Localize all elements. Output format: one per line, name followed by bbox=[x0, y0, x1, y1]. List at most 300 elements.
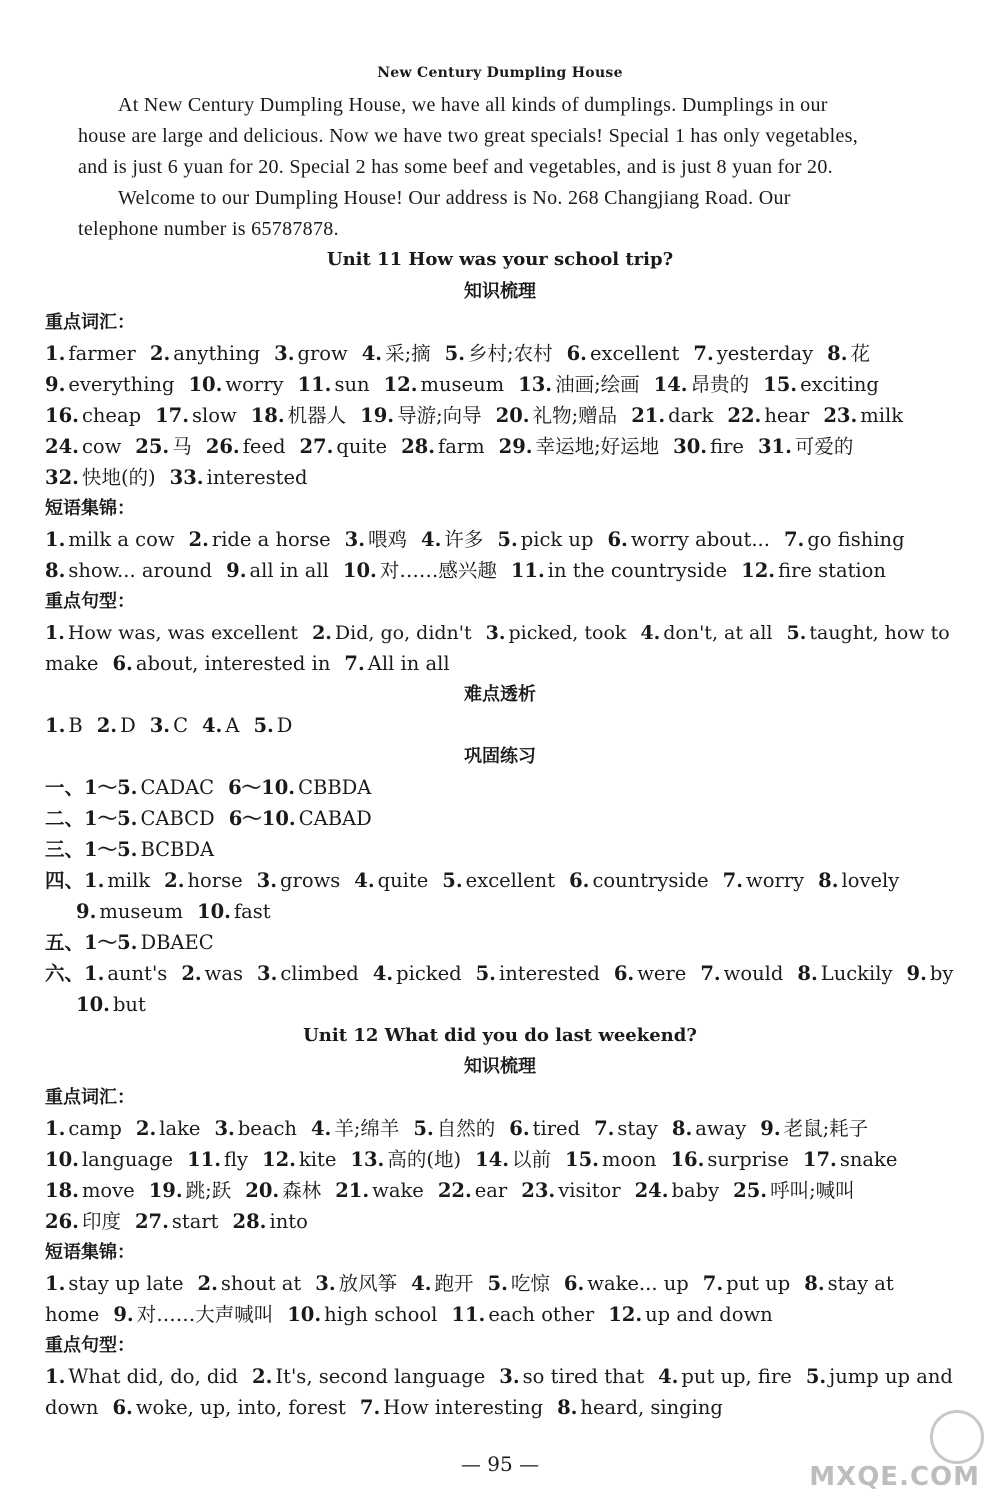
answer-text: 昂贵的 bbox=[690, 373, 750, 396]
answer-text: 马 bbox=[172, 435, 192, 458]
answer-text: farm bbox=[438, 435, 485, 458]
answer-item bbox=[198, 1272, 302, 1295]
answer-text: grow bbox=[297, 342, 348, 365]
answer-number: 17. bbox=[155, 404, 190, 427]
answer-number: 1. bbox=[45, 342, 66, 365]
answer-text: CABAD bbox=[298, 807, 372, 830]
answer-text: milk bbox=[860, 404, 904, 427]
answer-text: D bbox=[120, 714, 136, 737]
answer-item bbox=[298, 373, 370, 396]
answer-text: stay at bbox=[827, 1272, 894, 1295]
answer-number: 13. bbox=[350, 1148, 385, 1171]
answer-item bbox=[564, 1272, 689, 1295]
answer-item bbox=[45, 342, 136, 365]
answer-text: museum bbox=[99, 900, 184, 923]
answer-item bbox=[362, 342, 431, 365]
answer-number: 5. bbox=[475, 962, 496, 985]
answer-text: beach bbox=[237, 1117, 297, 1140]
answer-number: 1. bbox=[45, 1365, 66, 1388]
answer-text: yesterday bbox=[716, 342, 814, 365]
answer-number: 33. bbox=[169, 466, 204, 489]
answer-item bbox=[251, 404, 346, 427]
answer-number: 12. bbox=[608, 1303, 643, 1326]
unit11-practice-row bbox=[45, 807, 372, 831]
answer-item bbox=[45, 1303, 99, 1326]
answer-text: countryside bbox=[592, 869, 709, 892]
answer-number: 5. bbox=[786, 622, 807, 644]
answer-text: 放风筝 bbox=[338, 1272, 398, 1295]
answer-item bbox=[608, 1303, 773, 1326]
answer-number: 3. bbox=[214, 1117, 235, 1140]
answer-number: 1. bbox=[45, 622, 65, 644]
answer-item bbox=[149, 1179, 232, 1202]
answer-item bbox=[45, 714, 83, 737]
answer-number: 五、1～5. bbox=[45, 931, 138, 954]
answer-item bbox=[45, 528, 175, 551]
answer-text: lovely bbox=[841, 869, 900, 892]
unit11-vocab-row bbox=[45, 373, 879, 397]
answer-item bbox=[45, 1272, 184, 1295]
answer-text: slow bbox=[192, 404, 237, 427]
answer-item bbox=[113, 1303, 273, 1326]
unit11-title: Unit 11 How was your school trip? bbox=[326, 249, 674, 270]
answer-number: 2. bbox=[181, 962, 202, 985]
answer-number: 9. bbox=[906, 962, 927, 985]
answer-number: 4. bbox=[354, 869, 375, 892]
answer-item bbox=[569, 869, 709, 892]
answer-number: 11. bbox=[187, 1148, 221, 1171]
answer-item bbox=[511, 559, 727, 582]
answer-item bbox=[658, 1365, 792, 1388]
answer-number: 3. bbox=[485, 622, 506, 644]
answer-text: fly bbox=[224, 1148, 249, 1171]
answer-number: 4. bbox=[361, 342, 383, 365]
answer-item bbox=[257, 962, 359, 985]
answer-item bbox=[594, 1117, 658, 1140]
answer-item bbox=[187, 1148, 248, 1171]
answer-number: 16. bbox=[670, 1148, 705, 1171]
answer-item bbox=[727, 404, 809, 427]
answer-number: 25. bbox=[733, 1179, 768, 1202]
answer-item bbox=[45, 838, 214, 861]
answer-number: 4. bbox=[372, 962, 394, 985]
answer-number: 8. bbox=[797, 962, 818, 985]
answer-number: 22. bbox=[727, 404, 762, 427]
answer-text: 跳;跃 bbox=[185, 1179, 232, 1202]
answer-number: 4. bbox=[201, 714, 223, 737]
answer-text: tired bbox=[532, 1117, 581, 1140]
answer-number: 10. bbox=[197, 900, 231, 923]
answer-text: snake bbox=[839, 1148, 898, 1171]
unit11-pattern-row bbox=[45, 621, 950, 645]
answer-item bbox=[614, 962, 686, 985]
answer-text: All in all bbox=[367, 652, 450, 675]
answer-item bbox=[45, 962, 167, 985]
answer-item bbox=[112, 1396, 345, 1419]
answer-text: kite bbox=[298, 1148, 337, 1171]
unit11-practice-row bbox=[45, 931, 214, 955]
answer-number: 20. bbox=[495, 404, 530, 427]
answer-item bbox=[476, 962, 600, 985]
answer-item bbox=[45, 466, 156, 489]
answer-text: language bbox=[81, 1148, 174, 1171]
answer-text: moon bbox=[601, 1148, 657, 1171]
answer-text: milk bbox=[107, 869, 151, 892]
answer-item bbox=[45, 931, 214, 954]
answer-number: 8. bbox=[557, 1396, 578, 1419]
answer-number: 一、1～5. bbox=[45, 776, 138, 799]
answer-item bbox=[497, 528, 593, 551]
answer-text: worry about... bbox=[630, 528, 770, 551]
answer-item bbox=[360, 404, 482, 427]
answer-number: 10. bbox=[45, 1148, 79, 1171]
answer-item bbox=[445, 342, 553, 365]
answer-item bbox=[245, 1179, 321, 1202]
answer-number: 25. bbox=[135, 435, 170, 458]
answer-number: 2. bbox=[149, 342, 171, 365]
answer-text: picked, took bbox=[508, 622, 627, 644]
answer-text: aunt's bbox=[107, 962, 168, 985]
answer-text: taught, how to bbox=[809, 622, 950, 644]
answer-text: excellent bbox=[465, 869, 556, 892]
answer-item bbox=[214, 1117, 297, 1140]
answer-number: 6～10. bbox=[228, 807, 296, 830]
answer-number: 6. bbox=[607, 528, 628, 551]
answer-item bbox=[206, 435, 286, 458]
answer-number: 5. bbox=[497, 528, 518, 551]
answer-item bbox=[518, 373, 640, 396]
answer-number: 3. bbox=[344, 528, 366, 551]
answer-text: cow bbox=[81, 435, 122, 458]
answer-number: 2. bbox=[252, 1365, 273, 1388]
answer-text: 呼叫;喊叫 bbox=[770, 1179, 855, 1202]
answer-item bbox=[486, 622, 627, 644]
answer-item bbox=[499, 435, 660, 458]
answer-text: would bbox=[723, 962, 784, 985]
answer-number: 7. bbox=[702, 1272, 724, 1295]
answer-number: 30. bbox=[673, 435, 708, 458]
unit12-title: Unit 12 What did you do last weekend? bbox=[303, 1025, 697, 1046]
answer-item bbox=[150, 714, 188, 737]
answer-item bbox=[76, 900, 183, 923]
answer-number: 20. bbox=[245, 1179, 280, 1202]
answer-text: worry bbox=[746, 869, 805, 892]
page-number: — 95 — bbox=[460, 1452, 540, 1476]
answer-number: 6. bbox=[563, 1272, 585, 1295]
answer-number: 2. bbox=[188, 528, 209, 551]
answer-item bbox=[197, 900, 271, 923]
answer-number: 11. bbox=[451, 1303, 486, 1326]
answer-number: 16. bbox=[45, 404, 79, 427]
answer-number: 3. bbox=[256, 869, 278, 892]
answer-number: 4. bbox=[658, 1365, 679, 1388]
answer-text: visitor bbox=[558, 1179, 621, 1202]
answer-text: 高的(地) bbox=[387, 1148, 462, 1171]
answer-item bbox=[312, 622, 472, 644]
answer-text: 印度 bbox=[81, 1210, 121, 1233]
answer-number: 9. bbox=[113, 1303, 134, 1326]
answer-number: 3. bbox=[257, 962, 278, 985]
story-line-1: At New Century Dumpling House, we have all kinds of dumplings. Dumplings in our bbox=[118, 94, 828, 116]
answer-text: 礼物;赠品 bbox=[532, 404, 618, 427]
answer-number: 7. bbox=[344, 652, 365, 675]
answer-text: ride a horse bbox=[211, 528, 331, 551]
answer-number: 24. bbox=[45, 435, 79, 458]
unit11-practice-row bbox=[45, 962, 953, 986]
answer-number: 8. bbox=[818, 869, 839, 892]
answer-item bbox=[557, 1396, 723, 1419]
answer-number: 4. bbox=[310, 1117, 332, 1140]
answer-number: 11. bbox=[297, 373, 332, 396]
answer-item bbox=[421, 528, 483, 551]
answer-text: jump up and bbox=[829, 1365, 953, 1388]
answer-item bbox=[354, 869, 428, 892]
answer-item bbox=[565, 1148, 656, 1171]
answer-number: 15. bbox=[763, 373, 798, 396]
answer-number: 5. bbox=[253, 714, 274, 737]
unit11-pattern-heading: 重点句型： bbox=[45, 591, 135, 612]
answer-text: 快地(的) bbox=[81, 466, 156, 489]
answer-number: 8. bbox=[45, 559, 66, 582]
answer-item bbox=[401, 435, 485, 458]
answer-text: 老鼠;耗子 bbox=[783, 1117, 869, 1140]
answer-item bbox=[345, 528, 407, 551]
answer-text: down bbox=[45, 1396, 99, 1419]
answer-item bbox=[45, 1179, 135, 1202]
answer-number: 1. bbox=[45, 528, 66, 551]
unit12-pattern-row bbox=[45, 1396, 723, 1420]
unit12-vocab-row bbox=[45, 1179, 855, 1203]
answer-number: 19. bbox=[148, 1179, 183, 1202]
answer-text: don't, at all bbox=[663, 622, 773, 644]
unit12-vocab-row bbox=[45, 1117, 868, 1141]
answer-item bbox=[135, 1210, 219, 1233]
answer-text: heard, singing bbox=[580, 1396, 723, 1419]
answer-item bbox=[760, 1117, 868, 1140]
unit11-pattern-row bbox=[45, 652, 450, 676]
answer-number: 9. bbox=[760, 1117, 781, 1140]
answer-text: into bbox=[269, 1210, 308, 1233]
answer-item bbox=[787, 622, 950, 644]
answer-number: 8. bbox=[827, 342, 848, 365]
answer-item bbox=[797, 962, 892, 985]
answer-number: 7. bbox=[783, 528, 805, 551]
answer-item bbox=[181, 962, 243, 985]
answer-item bbox=[411, 1272, 473, 1295]
answer-text: move bbox=[81, 1179, 135, 1202]
answer-number: 10. bbox=[76, 993, 110, 1016]
unit11-phrase-row bbox=[45, 528, 905, 552]
answer-item bbox=[335, 1179, 424, 1202]
answer-text: museum bbox=[420, 373, 505, 396]
answer-text: dark bbox=[668, 404, 714, 427]
answer-item bbox=[45, 776, 214, 799]
answer-number: 5. bbox=[805, 1365, 827, 1388]
unit11-practice-row bbox=[45, 776, 371, 800]
answer-text: 乡村;农村 bbox=[468, 342, 553, 365]
story-line-3: and is just 6 yuan for 20. Special 2 has some beef and vegetables, and is just 8 yuan for 20. bbox=[78, 156, 833, 178]
answer-text: DBAEC bbox=[140, 931, 214, 954]
answer-number: 9. bbox=[226, 559, 247, 582]
answer-item bbox=[672, 1117, 746, 1140]
answer-number: 12. bbox=[383, 373, 418, 396]
answer-item bbox=[567, 342, 680, 365]
answer-item bbox=[703, 1272, 790, 1295]
answer-number: 5. bbox=[444, 342, 466, 365]
answer-text: 对……感兴趣 bbox=[379, 559, 497, 582]
answer-text: C bbox=[173, 714, 188, 737]
story-title: New Century Dumpling House bbox=[377, 65, 623, 81]
answer-item bbox=[274, 342, 348, 365]
answer-item bbox=[763, 373, 879, 396]
answer-item bbox=[438, 1179, 507, 1202]
answer-number: 2. bbox=[135, 1117, 157, 1140]
unit12-vocab-row bbox=[45, 1210, 308, 1234]
answer-text: What did, do, did bbox=[68, 1365, 239, 1388]
answer-item bbox=[45, 435, 121, 458]
unit11-practice-row bbox=[76, 993, 146, 1017]
answer-number: 7. bbox=[700, 962, 721, 985]
answer-text: It's, second language bbox=[275, 1365, 486, 1388]
answer-text: quite bbox=[336, 435, 388, 458]
answer-text: each other bbox=[488, 1303, 595, 1326]
answer-number: 18. bbox=[45, 1179, 79, 1202]
unit11-difficult-heading: 难点透析 bbox=[464, 684, 536, 705]
answer-item bbox=[350, 1148, 461, 1171]
answer-text: BCBDA bbox=[140, 838, 215, 861]
answer-number: 6. bbox=[509, 1117, 530, 1140]
answer-text: Did, go, didn't bbox=[334, 622, 472, 644]
answer-item bbox=[488, 1272, 550, 1295]
answer-item bbox=[631, 404, 713, 427]
answer-item bbox=[229, 807, 372, 830]
answer-number: 17. bbox=[802, 1148, 837, 1171]
answer-number: 2. bbox=[197, 1272, 218, 1295]
answer-text: in the countryside bbox=[547, 559, 728, 582]
answer-item bbox=[693, 342, 813, 365]
answer-item bbox=[233, 1210, 308, 1233]
answer-item bbox=[188, 373, 283, 396]
answer-text: horse bbox=[187, 869, 243, 892]
answer-text: show... around bbox=[68, 559, 213, 582]
answer-item bbox=[733, 1179, 855, 1202]
answer-number: 28. bbox=[232, 1210, 267, 1233]
answer-number: 23. bbox=[521, 1179, 556, 1202]
answer-number: 3. bbox=[149, 714, 171, 737]
answer-number: 2. bbox=[164, 869, 185, 892]
answer-item bbox=[784, 528, 905, 551]
answer-number: 31. bbox=[757, 435, 792, 458]
answer-number: 19. bbox=[360, 404, 395, 427]
answer-text: by bbox=[929, 962, 954, 985]
watermark-text: MXQE.COM bbox=[809, 1462, 980, 1492]
answer-text: go fishing bbox=[807, 528, 905, 551]
answer-text: make bbox=[45, 652, 99, 675]
answer-text: interested bbox=[206, 466, 308, 489]
watermark-circle-icon bbox=[930, 1410, 984, 1464]
answer-number: 24. bbox=[634, 1179, 669, 1202]
answer-text: anything bbox=[173, 342, 261, 365]
answer-text: 幸运地;好运地 bbox=[535, 435, 660, 458]
answer-item bbox=[741, 559, 886, 582]
answer-number: 6. bbox=[569, 869, 590, 892]
answer-number: 14. bbox=[653, 373, 688, 396]
answer-text: interested bbox=[498, 962, 600, 985]
answer-text: feed bbox=[242, 435, 286, 458]
answer-number: 21. bbox=[631, 404, 666, 427]
answer-text: 喂鸡 bbox=[368, 528, 408, 551]
answer-item bbox=[299, 435, 387, 458]
answer-text: up and down bbox=[645, 1303, 773, 1326]
answer-text: 花 bbox=[850, 342, 871, 365]
answer-text: 羊;绵羊 bbox=[334, 1117, 400, 1140]
answer-text: A bbox=[225, 714, 240, 737]
answer-item bbox=[112, 652, 330, 675]
answer-text: B bbox=[68, 714, 83, 737]
answer-item bbox=[45, 404, 141, 427]
answer-number: 11. bbox=[510, 559, 545, 582]
answer-number: 28. bbox=[401, 435, 435, 458]
answer-number: 10. bbox=[188, 373, 223, 396]
answer-item bbox=[509, 1117, 580, 1140]
answer-item bbox=[654, 373, 749, 396]
answer-text: 吃惊 bbox=[510, 1272, 550, 1295]
unit11-practice-row bbox=[45, 838, 214, 862]
answer-item bbox=[189, 528, 331, 551]
answer-item bbox=[360, 1396, 543, 1419]
answer-text: about, interested in bbox=[135, 652, 331, 675]
answer-text: grows bbox=[280, 869, 341, 892]
answer-number: 14. bbox=[475, 1148, 509, 1171]
answer-item bbox=[97, 714, 136, 737]
answer-number: 5. bbox=[413, 1117, 434, 1140]
answer-number: 9. bbox=[76, 900, 97, 923]
answer-item bbox=[475, 1148, 551, 1171]
answer-text: surprise bbox=[707, 1148, 789, 1171]
answer-text: 以前 bbox=[512, 1148, 552, 1171]
answer-item bbox=[45, 1210, 121, 1233]
answer-item bbox=[451, 1303, 594, 1326]
answer-text: 自然的 bbox=[436, 1117, 496, 1140]
answer-text: home bbox=[45, 1303, 100, 1326]
unit12-pattern-heading: 重点句型： bbox=[45, 1335, 135, 1356]
answer-text: were bbox=[637, 962, 687, 985]
answer-text: away bbox=[695, 1117, 747, 1140]
answer-item bbox=[373, 962, 462, 985]
answer-number: 1. bbox=[45, 1272, 66, 1295]
answer-number: 18. bbox=[250, 404, 285, 427]
answer-text: was bbox=[204, 962, 243, 985]
answer-number: 6. bbox=[112, 1396, 133, 1419]
answer-number: 三、1～5. bbox=[45, 838, 138, 861]
answer-text: D bbox=[276, 714, 293, 737]
answer-item bbox=[499, 1365, 644, 1388]
answer-text: fire station bbox=[778, 559, 886, 582]
unit11-practice-row bbox=[45, 869, 899, 893]
answer-number: 5. bbox=[487, 1272, 508, 1295]
answer-text: but bbox=[112, 993, 146, 1016]
answer-text: 许多 bbox=[444, 528, 484, 551]
unit11-practice-heading: 巩固练习 bbox=[464, 746, 536, 767]
answer-number: 8. bbox=[804, 1272, 825, 1295]
answer-number: 3. bbox=[315, 1272, 336, 1295]
answer-number: 27. bbox=[299, 435, 334, 458]
answer-number: 27. bbox=[134, 1210, 169, 1233]
answer-number: 7. bbox=[359, 1396, 381, 1419]
answer-text: How interesting bbox=[383, 1396, 544, 1419]
unit12-vocab-heading: 重点词汇： bbox=[45, 1087, 135, 1108]
answer-text: CADAC bbox=[140, 776, 215, 799]
